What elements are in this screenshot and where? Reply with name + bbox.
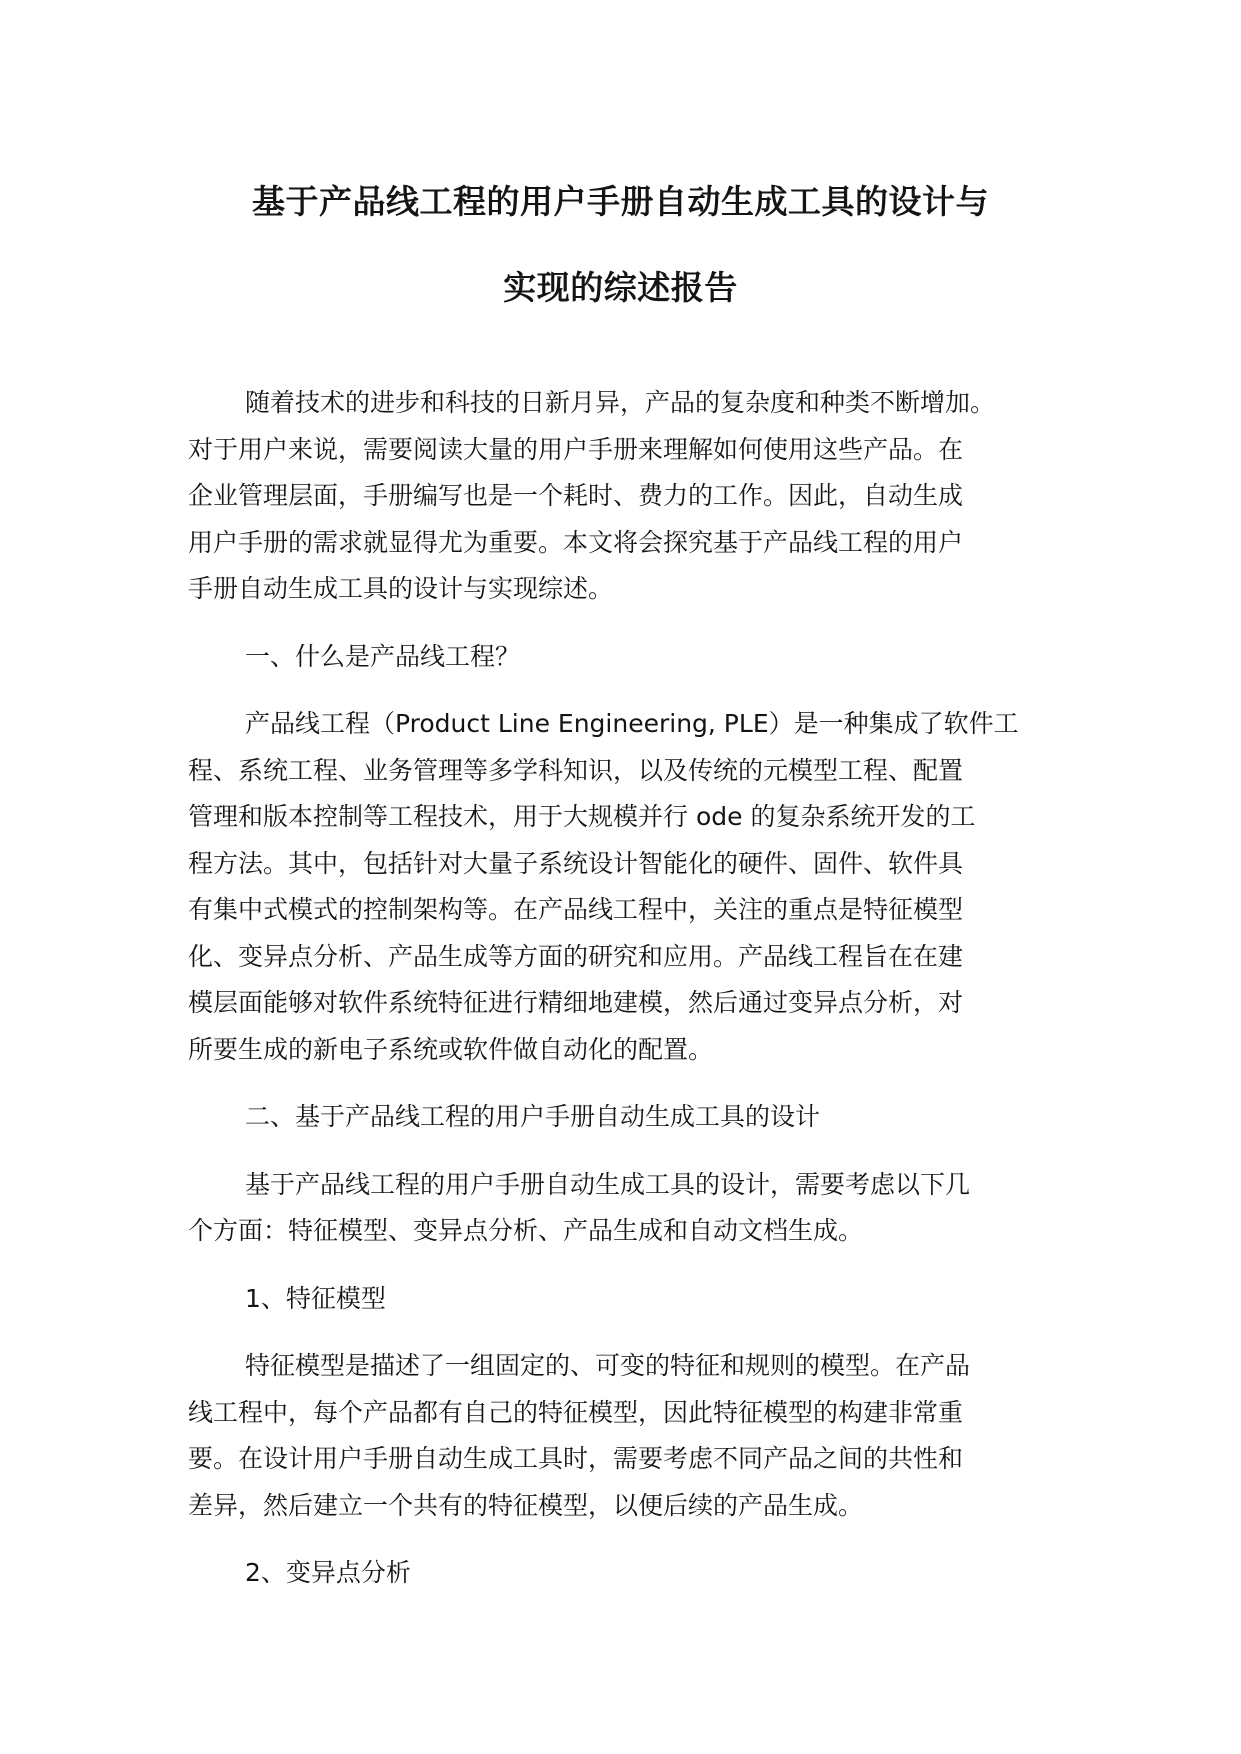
text-line: 产品线工程（Product Line Engineering, PLE）是一种集成了软件工 xyxy=(245,709,1019,738)
text-line: 差异，然后建立一个共有的特征模型，以便后续的产品生成。 xyxy=(188,1490,864,1520)
document-title-line-1: 基于产品线工程的用户手册自动生成工具的设计与 xyxy=(252,182,989,221)
text-line: 管理和版本控制等工程技术，用于大规模并行 ode 的复杂系统开发的工 xyxy=(188,802,976,831)
text-line: 手册自动生成工具的设计与实现综述。 xyxy=(188,574,614,603)
text-line: 所要生成的新电子系统或软件做自动化的配置。 xyxy=(188,1034,714,1064)
text-line: 随着技术的进步和科技的日新月异，产品的复杂度和种类不断增加。 xyxy=(245,388,996,417)
text-line: 对于用户来说，需要阅读大量的用户手册来理解如何使用这些产品。在 xyxy=(188,434,964,464)
paragraph-ple-definition xyxy=(188,701,1068,1073)
section-heading-2: 二、基于产品线工程的用户手册自动生成工具的设计 xyxy=(245,1102,821,1131)
text-line: 特征模型是描述了一组固定的、可变的特征和规则的模型。在产品 xyxy=(245,1351,971,1380)
text-line: 要。在设计用户手册自动生成工具时，需要考虑不同产品之间的共性和 xyxy=(188,1444,964,1473)
subsection-heading-feature-model: 1、特征模型 xyxy=(245,1283,386,1313)
text-line: 模层面能够对软件系统特征进行精细地建模，然后通过变异点分析，对 xyxy=(188,988,964,1017)
paragraph-intro xyxy=(188,380,1068,613)
text-line: 基于产品线工程的用户手册自动生成工具的设计，需要考虑以下几 xyxy=(245,1169,971,1199)
text-line: 程、系统工程、业务管理等多学科知识，以及传统的元模型工程、配置 xyxy=(188,755,964,785)
paragraph-feature-model xyxy=(188,1343,1068,1529)
text-line: 程方法。其中，包括针对大量子系统设计智能化的硬件、固件、软件具 xyxy=(188,848,964,878)
paragraph-design-aspects xyxy=(188,1162,1068,1255)
text-line: 个方面：特征模型、变异点分析、产品生成和自动文档生成。 xyxy=(188,1216,864,1245)
document-body xyxy=(188,380,1068,1597)
subsection-heading-variation-point: 2、变异点分析 xyxy=(245,1558,411,1587)
text-line: 用户手册的需求就显得尤为重要。本文将会探究基于产品线工程的用户 xyxy=(188,527,964,557)
document-title-line-2: 实现的综述报告 xyxy=(503,268,738,307)
text-line: 企业管理层面，手册编写也是一个耗时、费力的工作。因此，自动生成 xyxy=(188,481,964,510)
section-heading-1: 一、什么是产品线工程？ xyxy=(245,641,521,671)
text-line: 化、变异点分析、产品生成等方面的研究和应用。产品线工程旨在在建 xyxy=(188,941,964,971)
text-line: 有集中式模式的控制架构等。在产品线工程中，关注的重点是特征模型 xyxy=(188,895,964,924)
text-line: 线工程中，每个产品都有自己的特征模型，因此特征模型的构建非常重 xyxy=(188,1397,964,1427)
